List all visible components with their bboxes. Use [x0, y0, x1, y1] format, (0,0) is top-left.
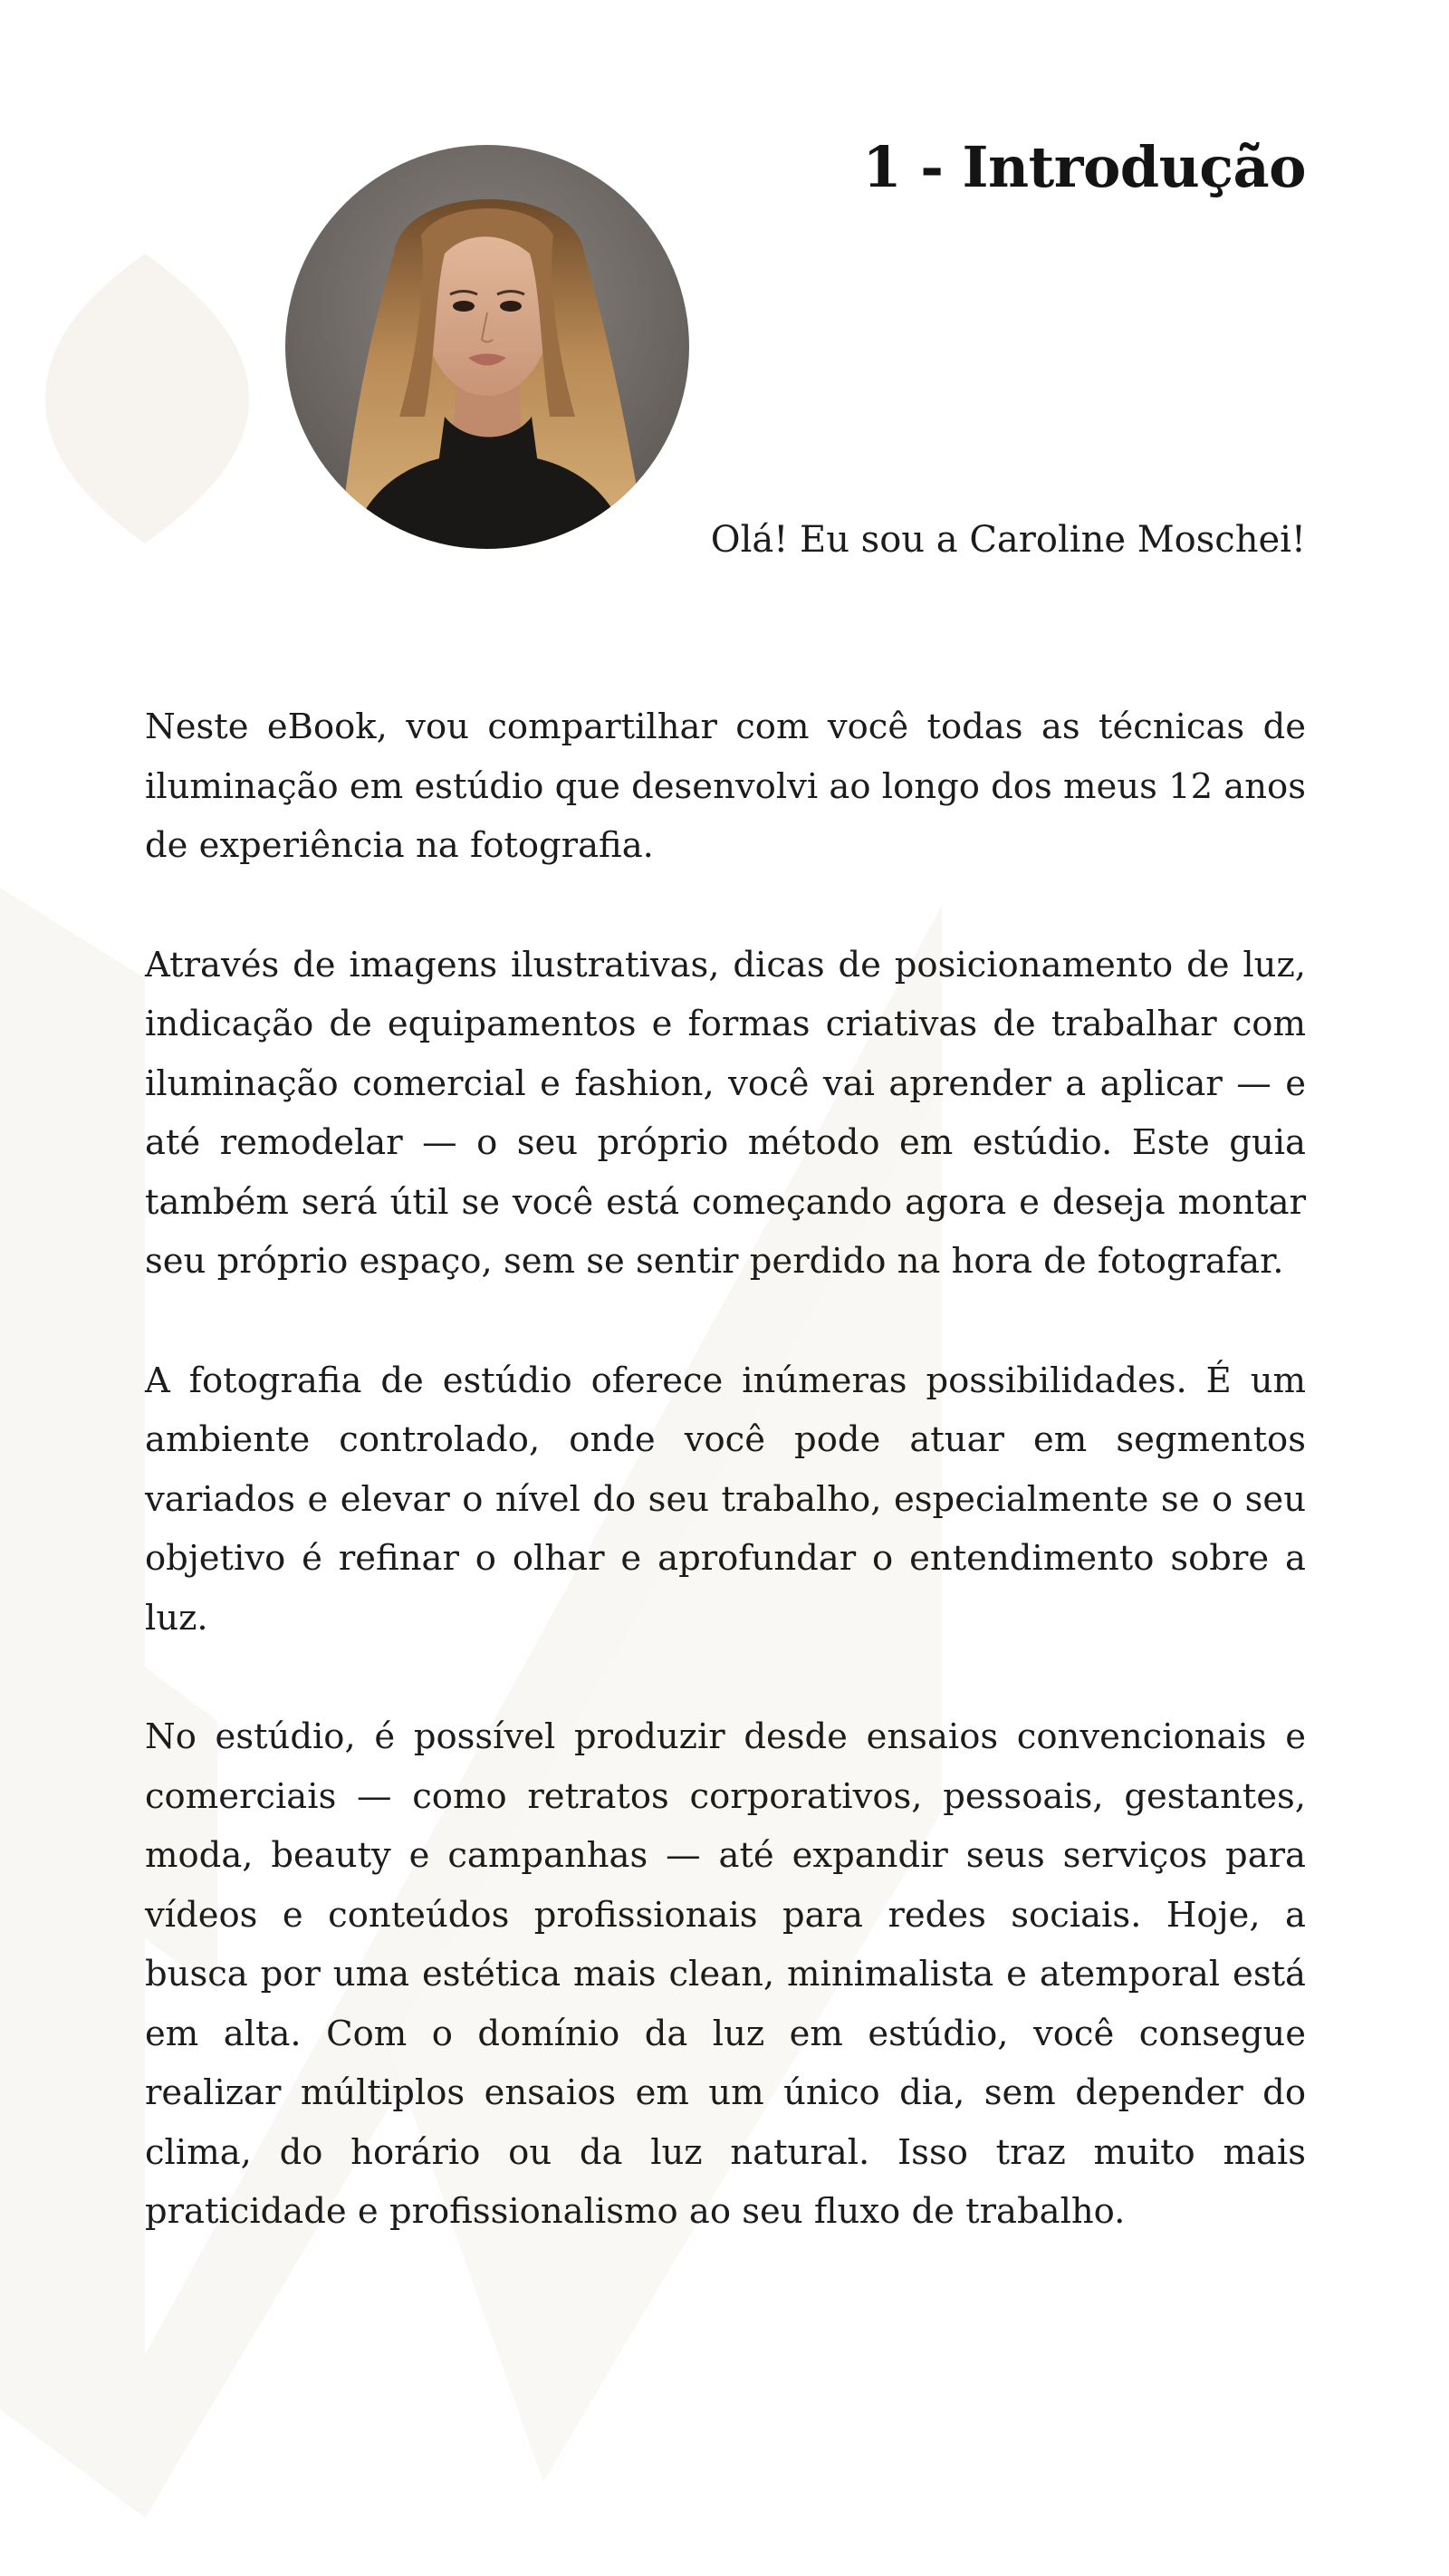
page-title: 1 - Introdução [862, 134, 1306, 200]
author-greeting: Olá! Eu sou a Caroline Moschei! [710, 519, 1306, 561]
author-portrait [285, 145, 689, 549]
body-paragraph: No estúdio, é possível produzir desde ensaios convencionais e comerciais — como retratos corporativos, pessoais, gestantes, moda, beauty e campanhas — até expandir seus serviços para vídeos e conteúdos profissionais para redes sociais. Hoje, a busca por uma estética mais clean, minimalista e atemporal está em alta. Com o domínio da luz em estúdio, você consegue realizar múltiplos ensaios em um único dia, sem depender do clima, do horário ou da luz natural. Isso traz muito mais praticidade e profissionalismo ao seu fluxo de trabalho. [145, 1716, 1306, 2232]
body-paragraph: Através de imagens ilustrativas, dicas de posicionamento de luz, indicação de equipamentos e formas criativas de trabalhar com iluminação comercial e fashion, você vai aprender a aplicar — e até remodelar — o seu próprio método em estúdio. Este guia também será útil se você está começando agora e deseja montar seu próprio espaço, sem se sentir perdido na hora de fotografar. [145, 944, 1306, 1282]
body-paragraph: Neste eBook, vou compartilhar com você todas as técnicas de iluminação em estúdio que desenvolvi ao longo dos meus 12 anos de experiência na fotografia. [145, 706, 1306, 866]
intro-body [145, 697, 1306, 2302]
body-paragraph: A fotografia de estúdio oferece inúmeras possibilidades. É um ambiente controlado, onde você pode atuar em segmentos variados e elevar o nível do seu trabalho, especialmente se o seu objetivo é refinar o olhar e aprofundar o entendimento sobre a luz. [145, 1360, 1306, 1639]
watermark-leaf-shape [45, 254, 249, 543]
